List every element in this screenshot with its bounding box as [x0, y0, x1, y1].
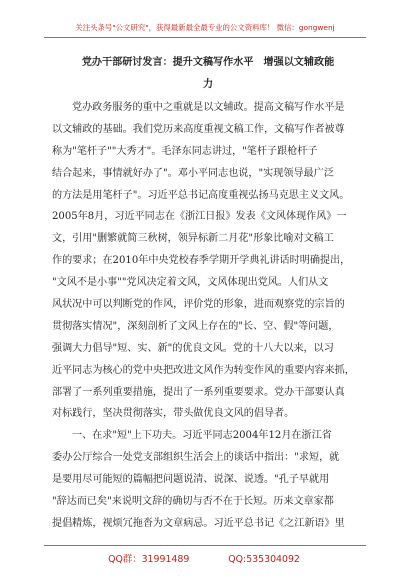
body-line: 委办公厅综合一处党支部组织生活会上的谈话中指出："求短，就 — [52, 452, 340, 464]
footer-qq-group: QQ群：31991489 — [108, 554, 190, 565]
document-title — [60, 52, 356, 96]
body-line: 的方法是用笔杆子"。习近平总书记高度重视弘扬马克思主义文风。 — [52, 189, 350, 201]
header-divider — [44, 37, 366, 38]
body-line: 近平同志为核心的党中央把改进文风作为转变作风的重要内容来抓， — [52, 364, 355, 376]
body-line: "辞达而已矣"来说明文辞的确切与否不在于长短。历来文章家都 — [52, 496, 334, 508]
body-line: 是要用尽可能短的篇幅把问题说清、说深、说透。"孔子早就用 — [52, 474, 330, 486]
footer-qq-contact: QQ:535304092 — [228, 554, 300, 565]
body-line: "文风不是小事""党风决定着文风，文风体现出党风。人们从文 — [52, 277, 329, 289]
body-line: 提倡精炼，视烦冗拖沓为文章病忌。习近平总书记《之江新语》里 — [52, 517, 345, 529]
body-line: 对标践行，坚决贯彻落实，带头做优良文风的倡导者。 — [52, 408, 295, 420]
body-line: 2005年8月，习近平同志在《浙江日报》发表《文风体现作风》一 — [52, 211, 347, 223]
body-line: 强调大力倡导"短、实、新"的优良文风。党的十八大以来，以习 — [52, 342, 334, 354]
page-header-notice: 关注头条号"公文研究"，获得最新最全最专业的公文资料库！ 微信：gongwenj — [75, 23, 335, 32]
title-line: 力 — [202, 78, 214, 90]
body-line: 部署了一系列重要措施，提出了一系列重要要求。党办干部要认真 — [52, 386, 345, 398]
body-line: 结合起来，事情就好办了"。邓小平同志也说，"实现领导最广泛 — [52, 167, 334, 179]
page-footer — [0, 551, 408, 565]
body-line: 文，引用"删繁就简三秋树，领异标新二月花"形象比喻对文稿工 — [52, 233, 334, 245]
title-line: 党办干部研讨发言：提升文稿写作水平 增强以文辅政能 — [81, 57, 335, 68]
body-line: 贯彻落实情况"，深刻剖析了文风上存在的"长、空、假"等问题， — [52, 320, 339, 332]
body-line: 一、在求"短"上下功夫。习近平同志2004年12月在浙江省 — [72, 430, 332, 442]
body-line: 称为"笔杆子""大秀才"。毛泽东同志讲过，"笔杆子跟枪杆子 — [52, 145, 318, 157]
body-line: 风状况中可以判断党的作风，评价党的形象，进而观察党的宗旨的 — [52, 299, 345, 311]
body-line: 作的要求；在2010年中央党校春季学期开学典礼讲话时明确提出， — [52, 255, 351, 267]
footer-divider — [44, 545, 366, 546]
body-line: 党办政务服务的重中之重就是以文辅政。提高文稿写作水平是 — [72, 102, 345, 113]
body-line: 以文辅政的基础。我们党历来高度重视文稿工作，文稿写作者被尊 — [52, 123, 345, 135]
document-body — [52, 97, 362, 535]
